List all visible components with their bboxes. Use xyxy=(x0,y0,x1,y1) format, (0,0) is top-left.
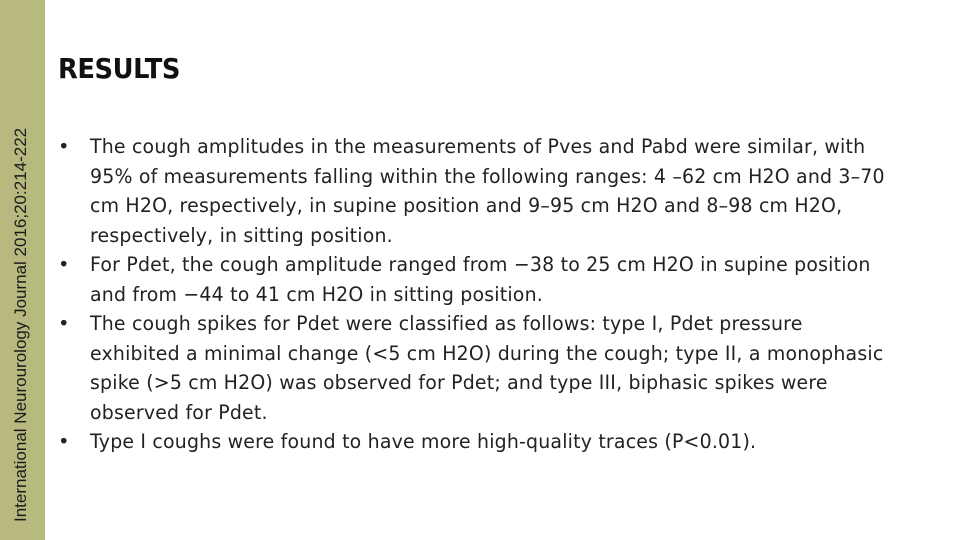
bullet-item xyxy=(58,427,918,457)
bullet-item xyxy=(58,250,918,309)
bullet-text: For Pdet, the cough amplitude ranged from −38 to 25 cm H2O in supine position and from −44 to 41 cm H2O in sitting position. xyxy=(90,253,871,306)
results-bullet-list xyxy=(58,132,918,457)
bullet-text: The cough spikes for Pdet were classified as follows: type I, Pdet pressure exhibited a minimal change (<5 cm H2O) during the cough; type II, a monophasic spike (>5 cm H2O) was observed for Pdet; and type III, biphasic spikes were observed for Pdet. xyxy=(90,312,884,424)
bullet-text: Type I coughs were found to have more high-quality traces (P<0.01). xyxy=(90,430,757,453)
journal-citation: International Neurourology Journal 2016;20:214-222 xyxy=(11,127,30,522)
slide-title: RESULTS xyxy=(58,52,180,85)
bullet-text: The cough amplitudes in the measurements of Pves and Pabd were similar, with 95% of measurements falling within the following ranges: 4 –62 cm H2O and 3–70 cm H2O, respectively, in supine position and 9–95 cm H2O and 8–98 cm H2O, respectively, in sitting position. xyxy=(90,135,885,247)
sidebar-band xyxy=(0,0,45,540)
bullet-item xyxy=(58,309,918,427)
bullet-item xyxy=(58,132,918,250)
